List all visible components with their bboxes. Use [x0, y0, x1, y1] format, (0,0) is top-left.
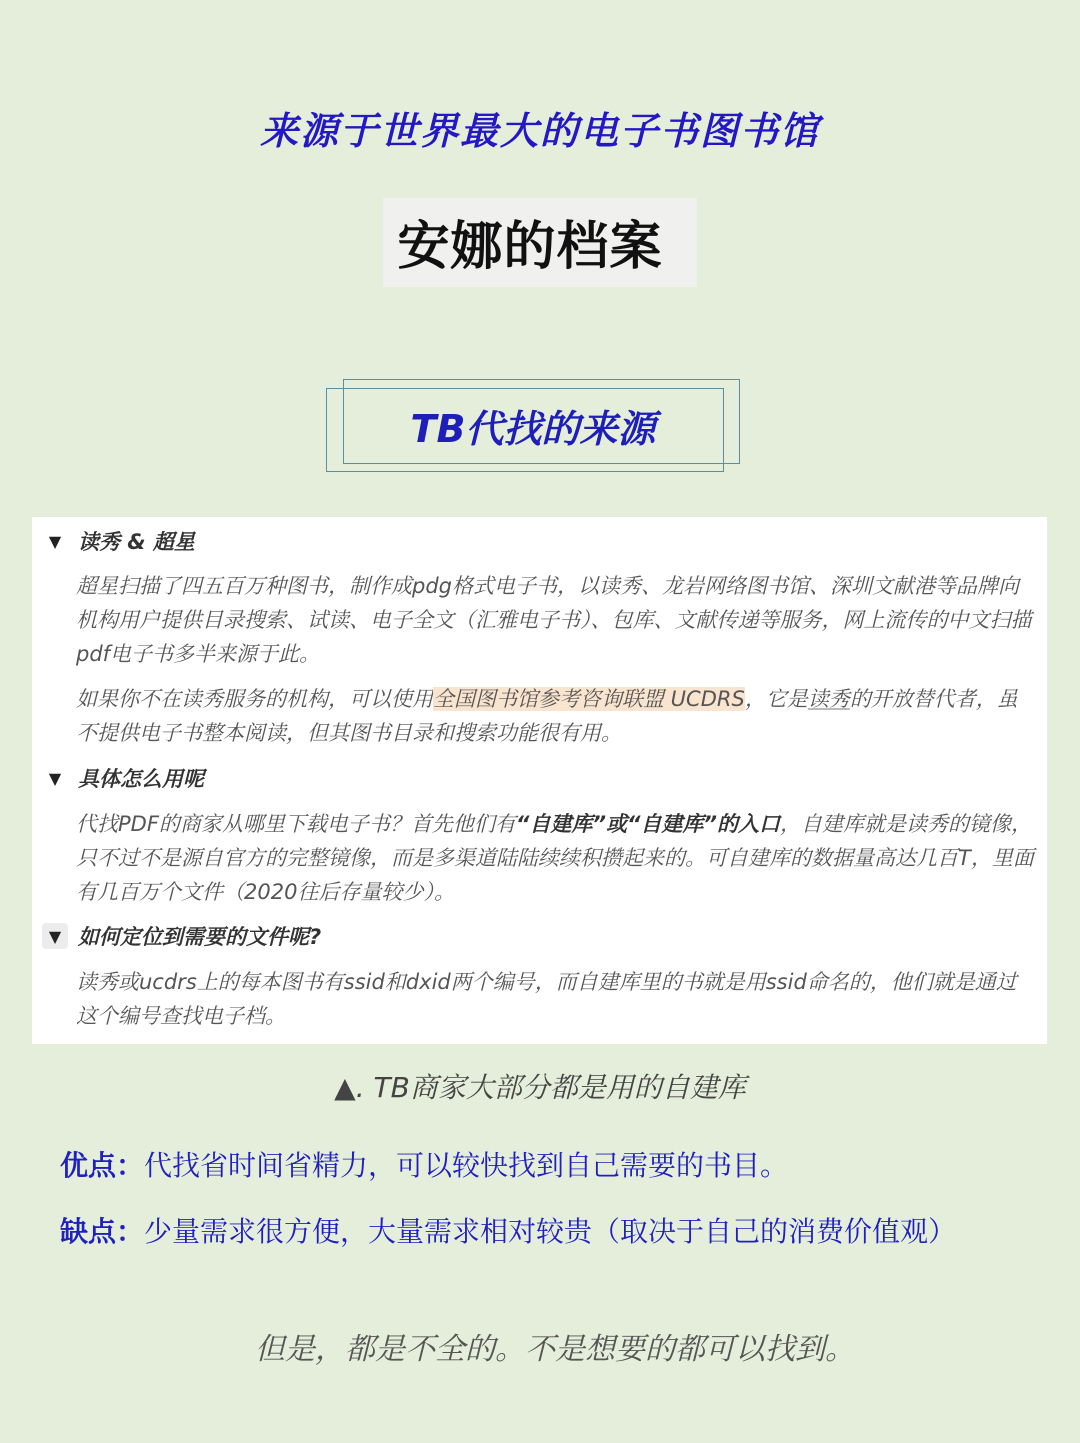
text-span: 的开放替代者，虽不提供电子书整本阅读，但其图书目录和搜索功能很有用。 [76, 687, 1018, 745]
image-caption: ▲. TB商家大部分都是用的自建库 [334, 1071, 746, 1104]
paragraph [76, 807, 1036, 909]
notes-card [32, 517, 1047, 1044]
text-span: 代找PDF的商家从哪里下载电子书？首先他们有 [76, 812, 516, 836]
paragraph: 读秀或ucdrs上的每本图书有ssid和dxid两个编号，而自建库里的书就是用ssid命名的，他们就是通过这个编号查找电子档。 [76, 970, 1017, 1028]
bold-text: “自建库”或“自建库”的入口 [515, 812, 781, 836]
text-span: 如果你不在读秀服务的机构，可以使用 [76, 687, 433, 711]
toggle-row-how-to-use[interactable] [42, 762, 204, 794]
text-span: ，自建库就是读秀的镜像，只不过不是源自官方的完整镜像，而是多渠道陆陆续续积攒起来的。可自建库的数据量高达几百T，里面有几百万个文件（2020往后存量较少）。 [76, 812, 1034, 904]
ucdrs-link[interactable]: 全国图书馆参考咨询联盟 UCDRS [433, 687, 745, 711]
pros-label: 优点： [60, 1149, 145, 1182]
headline: 来源于世界最大的电子书图书馆 [259, 109, 820, 153]
section-heading: 如何定位到需要的文件呢? [78, 925, 322, 949]
section-label: TB代找的来源 [410, 407, 656, 451]
paragraph: 超星扫描了四五百万种图书，制作成pdg格式电子书，以读秀、龙岩网络图书馆、深圳文献港等品牌向机构用户提供目录搜索、试读、电子全文（汇雅电子书）、包库、文献传递等服务，网上流传的中文扫描pdf电子书多半来源于此。 [76, 574, 1032, 666]
cons-line [60, 1200, 1045, 1264]
pros-text: 代找省时间省精力，可以较快找到自己需要的书目。 [144, 1149, 789, 1182]
section-heading: 具体怎么用呢 [78, 767, 204, 791]
triangle-down-icon[interactable]: ▼ [48, 768, 62, 788]
duxiu-link[interactable]: 读秀 [807, 687, 850, 711]
cons-label: 缺点： [60, 1215, 145, 1248]
triangle-down-icon[interactable]: ▼ [48, 531, 62, 551]
page-title: 安娜的档案 [383, 198, 696, 287]
pros-line [60, 1134, 1045, 1198]
toggle-row-locate-file[interactable] [42, 920, 321, 952]
text-span: ，它是 [744, 687, 808, 711]
paragraph [76, 682, 1036, 750]
toggle-row-duxiu[interactable] [42, 525, 195, 557]
section-heading: 读秀 & 超星 [78, 530, 195, 554]
triangle-down-icon[interactable]: ▼ [42, 923, 68, 949]
cons-text: 少量需求很方便，大量需求相对较贵（取决于自己的消费价值观） [144, 1215, 957, 1248]
closing-note: 但是，都是不全的。不是想要的都可以找到。 [255, 1332, 855, 1367]
